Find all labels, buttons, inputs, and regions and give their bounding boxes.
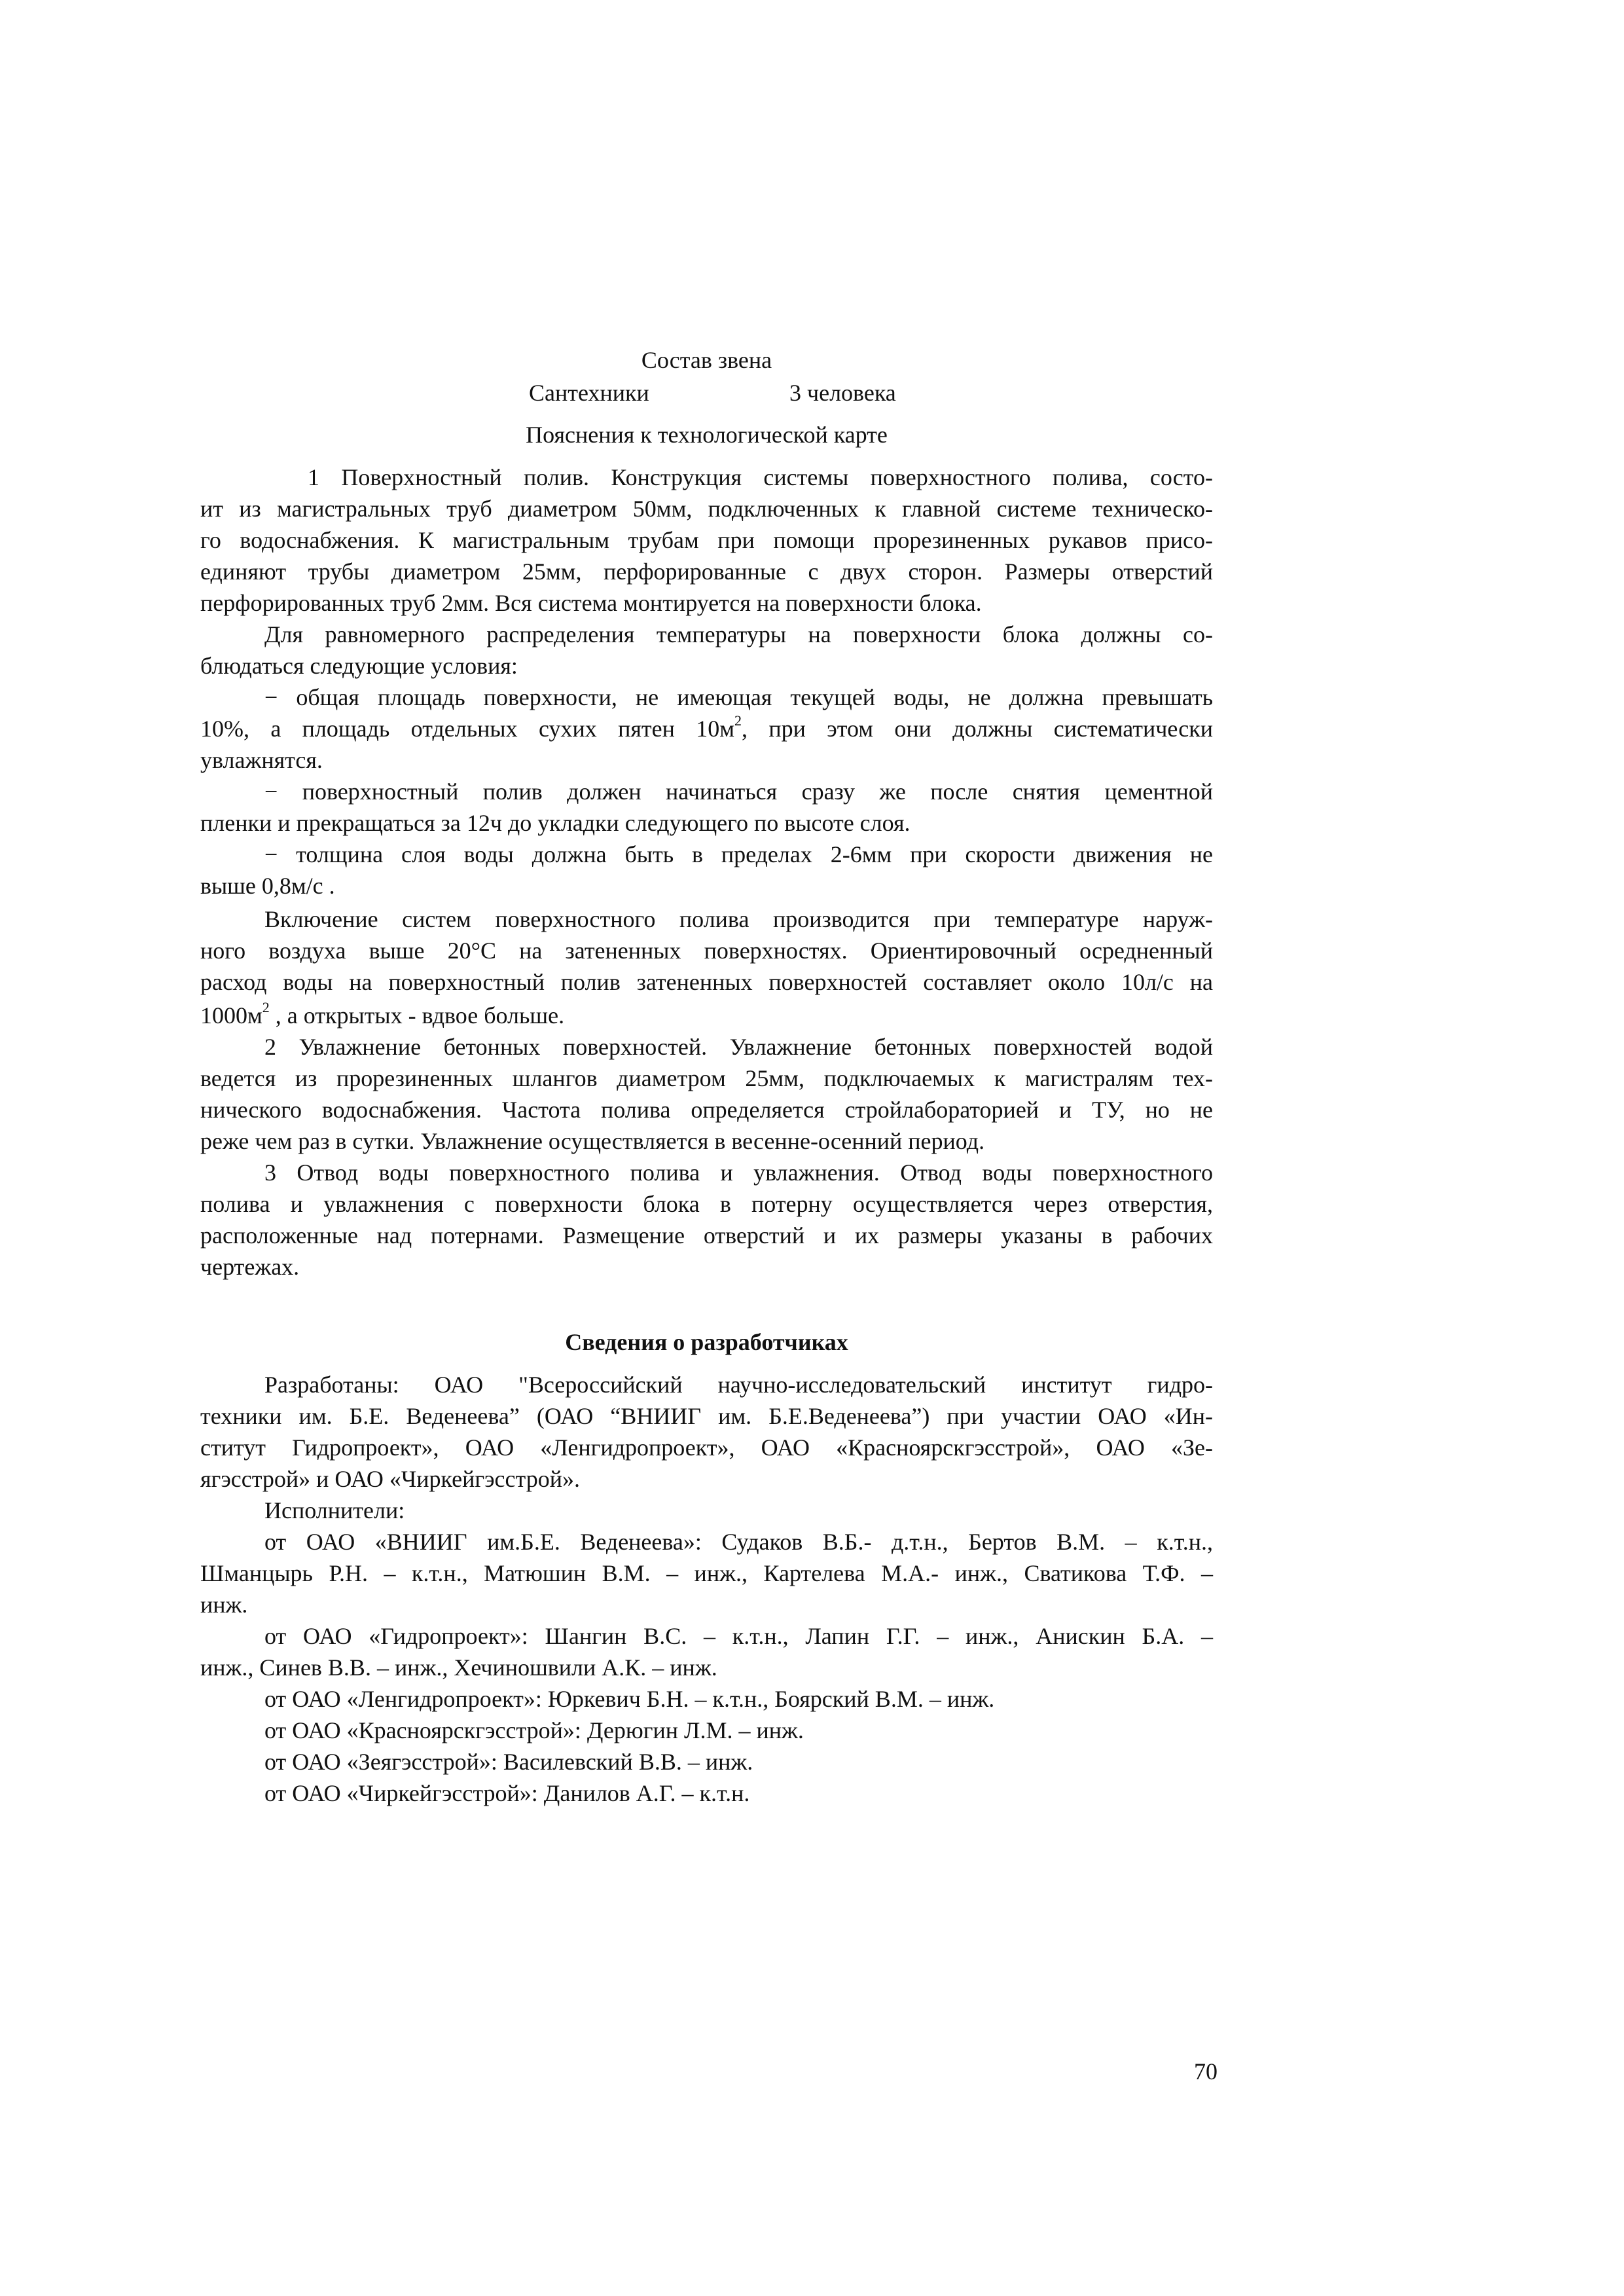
explanation-line: расположенные над потернами. Размещение отверстий и их размеры указаны в рабочих	[200, 1222, 1213, 1248]
developers-line: от ОАО «Зеягэсстрой»: Василевский В.В. – инж.	[264, 1749, 753, 1775]
developers-line: Исполнители:	[264, 1497, 405, 1523]
explanation-line: единяют трубы диаметром 25мм, перфорированные с двух сторон. Размеры отверстий	[200, 558, 1213, 585]
developers-line: от ОАО «ВНИИГ им.Б.Е. Веденеева»: Судаков В.Б.- д.т.н., Бертов В.М. – к.т.н.,	[264, 1529, 1213, 1555]
brigade-count: 3 человека	[789, 380, 896, 406]
explanation-line: ведется из прорезиненных шлангов диаметром 25мм, подключаемых к магистралям тех-	[200, 1065, 1213, 1091]
condition-line: 10%, а площадь отдельных сухих пятен $10м^2$, при этом они должны систематически	[200, 712, 1213, 742]
explanation-line: Включение систем поверхностного полива производится при температуре наруж-	[264, 906, 1213, 932]
condition-line: − толщина слоя воды должна быть в пределах 2-6мм при скорости движения не	[264, 841, 1213, 867]
condition-line: − общая площадь поверхности, не имеющая текущей воды, не должна превышать	[264, 684, 1213, 710]
developers-line: Разработаны: ОАО "Всероссийский научно-исследовательский институт гидро-	[264, 1372, 1213, 1398]
explanation-line: расход воды на поверхностный полив затененных поверхностей составляет около 10л/с на	[200, 969, 1213, 995]
brigade-role: Сантехники	[529, 380, 649, 406]
explanation-line: полива и увлажнения с поверхности блока в потерну осуществляется через отверстия,	[200, 1191, 1213, 1217]
developers-line: от ОАО «Гидропроект»: Шангин В.С. – к.т.н., Лапин Г.Г. – инж., Анискин Б.А. –	[264, 1623, 1213, 1649]
developers-line: инж.	[200, 1592, 248, 1618]
condition-line: пленки и прекращаться за 12ч до укладки следующего по высоте слоя.	[200, 810, 911, 836]
explanation-line: ного воздуха выше 20°С на затененных поверхностях. Ориентировочный осредненный	[200, 938, 1213, 964]
explanation-line: реже чем раз в сутки. Увлажнение осуществляется в весенне-осенний период.	[200, 1128, 985, 1154]
explanation-line: $1000м^2$ , а открытых - вдвое больше.	[200, 999, 565, 1029]
developers-line: инж., Синев В.В. – инж., Хечиношвили А.К. – инж.	[200, 1654, 717, 1681]
explanation-line: нического водоснабжения. Частота полива определяется стройлабораторией и ТУ, но не	[200, 1097, 1213, 1123]
developers-line: Шманцырь Р.Н. – к.т.н., Матюшин В.М. – инж., Картелева М.А.- инж., Сватикова Т.Ф. –	[200, 1560, 1213, 1586]
developers-line: от ОАО «Красноярскгэсстрой»: Дерюгин Л.М. – инж.	[264, 1717, 804, 1743]
explanation-line: чертежах.	[200, 1254, 300, 1280]
condition-line: − поверхностный полив должен начинаться сразу же после снятия цементной	[264, 778, 1213, 805]
developers-title: Сведения о разработчиках	[565, 1329, 848, 1355]
page-number: 70	[1194, 2058, 1218, 2085]
explanation-line: перфорированных труб 2мм. Вся система монтируется на поверхности блока.	[200, 590, 982, 616]
condition-line: выше 0,8м/с .	[200, 873, 335, 899]
notes-title: Пояснения к технологической карте	[526, 422, 888, 448]
explanation-line: Для равномерного распределения температуры на поверхности блока должны со-	[264, 621, 1213, 647]
explanation-line: 2 Увлажнение бетонных поверхностей. Увлажнение бетонных поверхностей водой	[264, 1034, 1213, 1060]
developers-line: от ОАО «Чиркейгэсстрой»: Данилов А.Г. – к.т.н.	[264, 1780, 750, 1806]
developers-line: ститут Гидропроект», ОАО «Ленгидропроект», ОАО «Красноярскгэсстрой», ОАО «Зе-	[200, 1434, 1213, 1461]
explanation-line: блюдаться следующие условия:	[200, 653, 518, 679]
brigade-title: Состав звена	[641, 347, 772, 373]
explanation-line: ит из магистральных труб диаметром 50мм, подключенных к главной системе техническо-	[200, 496, 1213, 522]
explanation-line: го водоснабжения. К магистральным трубам при помощи прорезиненных рукавов присо-	[200, 527, 1213, 553]
developers-line: ягэсстрой» и ОАО «Чиркейгэсстрой».	[200, 1466, 580, 1492]
explanation-line: 3 Отвод воды поверхностного полива и увлажнения. Отвод воды поверхностного	[264, 1159, 1213, 1186]
developers-line: техники им. Б.Е. Веденеева” (ОАО “ВНИИГ им. Б.Е.Веденеева”) при участии ОАО «Ин-	[200, 1403, 1213, 1429]
explanation-line: 1 Поверхностный полив. Конструкция системы поверхностного полива, состо-	[308, 464, 1213, 490]
developers-line: от ОАО «Ленгидропроект»: Юркевич Б.Н. – к.т.н., Боярский В.М. – инж.	[264, 1686, 995, 1712]
condition-line: увлажнятся.	[200, 747, 323, 773]
